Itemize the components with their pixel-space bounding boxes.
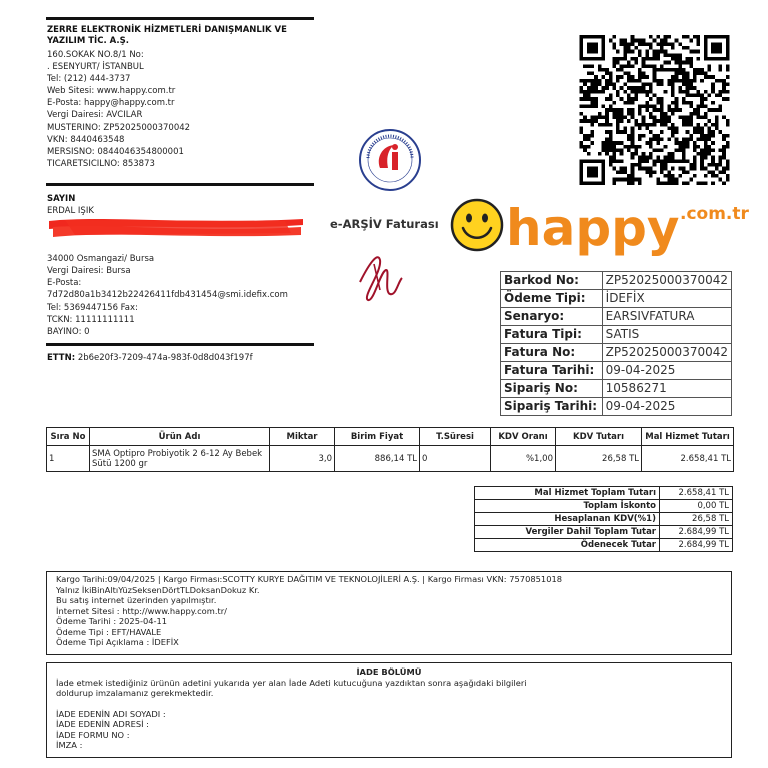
buyer-line: BAYINO: 0 bbox=[47, 326, 90, 337]
buyer-line: TCKN: 11111111111 bbox=[47, 314, 135, 325]
total-value: 0,00 TL bbox=[660, 500, 733, 513]
totals-row bbox=[475, 487, 733, 500]
info-value: EARSIVFATURA bbox=[602, 308, 731, 326]
info-value: ZP52025000370042 bbox=[602, 344, 731, 362]
items-header-cell: KDV Oranı bbox=[491, 428, 556, 446]
happy-logo-domain: .com.tr bbox=[680, 204, 749, 224]
items-header-cell: Ürün Adı bbox=[90, 428, 270, 446]
happy-logo bbox=[450, 195, 749, 257]
info-value: 10586271 bbox=[602, 380, 731, 398]
invoice-info-row bbox=[501, 326, 732, 344]
info-key: Fatura Tarihi: bbox=[501, 362, 603, 380]
invoice-info-table bbox=[500, 271, 732, 416]
buyer-bottom-rule bbox=[46, 343, 314, 346]
totals-row bbox=[475, 513, 733, 526]
seller-line: TICARETSICILNO: 853873 bbox=[47, 158, 155, 169]
note-line: Ödeme Tarihi : 2025-04-11 bbox=[56, 616, 168, 626]
info-value: İDEFİX bbox=[602, 290, 731, 308]
seller-line: MUSTERINO: ZP52025000370042 bbox=[47, 122, 191, 133]
seller-bottom-rule bbox=[46, 183, 314, 186]
invoice-info-row bbox=[501, 290, 732, 308]
seller-line: Tel: (212) 444-3737 bbox=[47, 74, 131, 85]
return-field: İADE EDENİN ADI SOYADI : bbox=[56, 708, 166, 719]
shipping-notes-box bbox=[46, 571, 732, 655]
invoice-info-row bbox=[501, 308, 732, 326]
item-no: 1 bbox=[47, 446, 90, 472]
buyer-line: 7d72d80a1b3412b22426411fdb431454@smi.idefix.com bbox=[47, 290, 288, 301]
totals-row bbox=[475, 500, 733, 513]
items-header-cell: Mal Hizmet Tutarı bbox=[642, 428, 734, 446]
totals-table bbox=[474, 486, 733, 552]
seller-block bbox=[47, 25, 315, 170]
seller-name: ZERRE ELEKTRONİK HİZMETLERİ DANIŞMANLIK VE YAZILIM TİC. A.Ş. bbox=[47, 25, 287, 46]
seller-line: MERSISNO: 0844046354800001 bbox=[47, 146, 184, 157]
item-product: SMA Optipro Probiyotik 2 6-12 Ay Bebek Sütü 1200 gr bbox=[90, 446, 270, 472]
item-kdv-amount: 26,58 TL bbox=[556, 446, 642, 472]
return-text: doldurup imzalamanız gerekmektedir. bbox=[56, 688, 214, 698]
totals-row bbox=[475, 526, 733, 539]
return-section-box bbox=[46, 662, 732, 758]
note-line: Yalnız İkiBinAltıYüzSeksenDörtTLDoksanDokuz Kr. bbox=[56, 584, 260, 595]
item-kdv-rate: %1,00 bbox=[491, 446, 556, 472]
info-key: Senaryo: bbox=[501, 308, 603, 326]
happy-logo-word: happy bbox=[506, 199, 680, 257]
item-tsuresi: 0 bbox=[420, 446, 491, 472]
spacer bbox=[56, 699, 722, 709]
total-value: 2.658,41 TL bbox=[660, 487, 733, 500]
total-label: Toplam İskonto bbox=[475, 500, 660, 513]
buyer-label: SAYIN bbox=[47, 194, 76, 204]
return-text: İade etmek istediğiniz ürünün adetini yukarıda yer alan İade Adeti kutucuğuna yazdıktan sonra aşağıdaki bilgileri bbox=[56, 677, 527, 688]
seller-line: E-Posta: happy@happy.com.tr bbox=[47, 98, 175, 109]
signature-mark bbox=[350, 242, 410, 312]
return-title: İADE BÖLÜMÜ bbox=[356, 667, 422, 677]
note-line: Ödeme Tipi : EFT/HAVALE bbox=[56, 626, 162, 637]
items-header-cell: Birim Fiyat bbox=[335, 428, 420, 446]
buyer-line: Vergi Dairesi: Bursa bbox=[47, 266, 131, 277]
ettn-line bbox=[47, 353, 253, 363]
buyer-line: 34000 Osmangazi/ Bursa bbox=[47, 254, 155, 265]
seller-line: Web Sitesi: www.happy.com.tr bbox=[47, 86, 176, 97]
items-header-cell: Miktar bbox=[270, 428, 335, 446]
item-total: 2.658,41 TL bbox=[642, 446, 734, 472]
info-key: Fatura No: bbox=[501, 344, 603, 362]
info-key: Barkod No: bbox=[501, 272, 603, 290]
items-header-cell: T.Süresi bbox=[420, 428, 491, 446]
items-header-cell: Sıra No bbox=[47, 428, 90, 446]
note-line: Ödeme Tipi Açıklama : İDEFİX bbox=[56, 637, 179, 647]
invoice-info-row bbox=[501, 272, 732, 290]
info-key: Sipariş No: bbox=[501, 380, 603, 398]
info-value: 09-04-2025 bbox=[602, 398, 731, 416]
ettn-label: ETTN: bbox=[47, 353, 76, 363]
items-header-cell: KDV Tutarı bbox=[556, 428, 642, 446]
return-field: İADE EDENİN ADRESİ : bbox=[56, 719, 149, 729]
total-value: 2.684,99 TL bbox=[660, 539, 733, 552]
qr-code bbox=[578, 35, 731, 185]
item-qty: 3,0 bbox=[270, 446, 335, 472]
items-table bbox=[46, 427, 734, 472]
info-key: Fatura Tipi: bbox=[501, 326, 603, 344]
info-key: Sipariş Tarihi: bbox=[501, 398, 603, 416]
total-value: 2.684,99 TL bbox=[660, 526, 733, 539]
total-label: Vergiler Dahil Toplam Tutar bbox=[475, 526, 660, 539]
e-arsiv-label: e-ARŞİV Faturası bbox=[330, 217, 439, 231]
gib-seal-logo bbox=[358, 128, 422, 192]
total-value: 26,58 TL bbox=[660, 513, 733, 526]
ettn-value: 2b6e20f3-7209-474a-983f-0d8d043f197f bbox=[77, 353, 253, 363]
info-value: SATIS bbox=[602, 326, 731, 344]
invoice-info-row bbox=[501, 398, 732, 416]
total-label: Hesaplanan KDV(%1) bbox=[475, 513, 660, 526]
top-rule bbox=[46, 17, 314, 20]
total-label: Ödenecek Tutar bbox=[475, 539, 660, 552]
buyer-line: Tel: 5369447156 Fax: bbox=[47, 302, 138, 313]
invoice-info-row bbox=[501, 344, 732, 362]
note-line: İnternet Sitesi : http://www.happy.com.tr/ bbox=[56, 605, 227, 616]
invoice-info-row bbox=[501, 380, 732, 398]
return-field: İADE FORMU NO : bbox=[56, 729, 130, 740]
seller-line: . ESENYURT/ İSTANBUL bbox=[47, 62, 144, 73]
info-value: ZP52025000370042 bbox=[602, 272, 731, 290]
seller-line: Vergi Dairesi: AVCILAR bbox=[47, 110, 143, 121]
info-value: 09-04-2025 bbox=[602, 362, 731, 380]
item-unit: 886,14 TL bbox=[335, 446, 420, 472]
buyer-line: E-Posta: bbox=[47, 278, 82, 289]
redaction-scribble bbox=[45, 211, 307, 241]
info-key: Ödeme Tipi: bbox=[501, 290, 603, 308]
seller-line: VKN: 8440463548 bbox=[47, 134, 125, 145]
return-field: İMZA : bbox=[56, 740, 83, 750]
table-row bbox=[47, 446, 734, 472]
seller-line: 160.SOKAK NO.8/1 No: bbox=[47, 50, 144, 60]
note-line: Bu satış internet üzerinden yapılmıştır. bbox=[56, 595, 217, 605]
totals-row bbox=[475, 539, 733, 552]
buyer-name: ERDAL IŞIK bbox=[47, 206, 94, 217]
note-line: Kargo Tarihi:09/04/2025 | Kargo Firması:SCOTTY KURYE DAĞITIM VE TEKNOLOJİLERİ A.Ş. | Kargo Firması VKN: 7570851018 bbox=[56, 574, 563, 584]
invoice-info-row bbox=[501, 362, 732, 380]
total-label: Mal Hizmet Toplam Tutarı bbox=[475, 487, 660, 500]
